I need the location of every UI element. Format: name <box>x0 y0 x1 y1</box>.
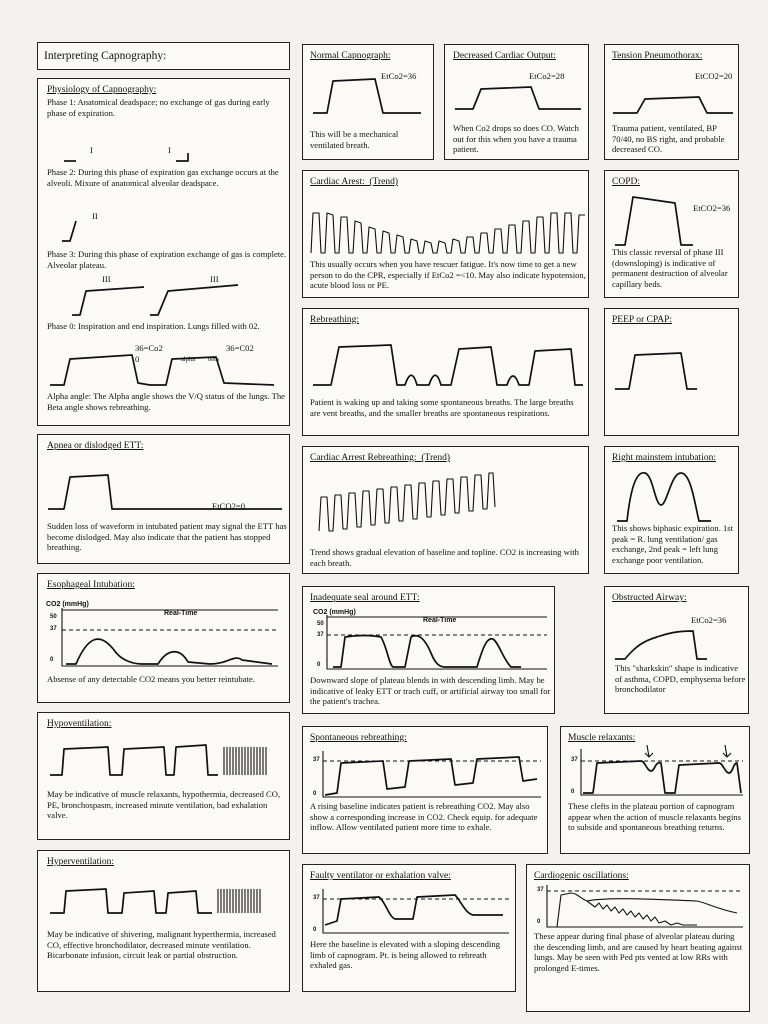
rebreathing-panel <box>302 308 589 436</box>
inadequate-seal-title: Inadequate seal around ETT: <box>310 593 420 603</box>
header-box <box>37 42 290 70</box>
right-mainstem-text: This shows biphasic expiration. 1st peak = R. lung ventilation/ gas exchange, 2nd peak = left lung exchange poor ventilation. <box>612 523 734 565</box>
phase2-text: Phase 2: During this phase of expiration gas exchange occurs at the alveoli. Mixure of anatomical alveolar deadspace. <box>47 167 279 188</box>
muscle-relaxants-title: Muscle relaxants: <box>568 733 636 743</box>
inadequate-seal-panel <box>302 586 555 714</box>
copd-wave <box>609 191 737 253</box>
faulty-valve-text: Here the baseline is elevated with a sloping descending limb of capnogram. Pt. is being allowed to rebreath exhaled gas. <box>310 939 500 971</box>
copd-panel <box>604 170 739 298</box>
cardiac-arrest-panel <box>302 170 589 298</box>
phase3-label-b: III <box>210 274 219 284</box>
cardiogenic-tick-37: 37 <box>537 887 544 893</box>
inadequate-seal-tick-37: 37 <box>317 632 324 638</box>
phase2-wave <box>58 213 98 245</box>
esophageal-text: Absense of any detectable CO2 means you better reintubate. <box>47 674 255 684</box>
cardiac-arrest-trend: (Trend) <box>369 177 399 187</box>
inadequate-seal-realtime-label: Real-Time <box>423 617 457 624</box>
obstructed-title: Obstructed Airway: <box>612 593 687 603</box>
arrest-rebreathing-title: Cardiac Arrest Rebreathing: (Trend) <box>310 453 451 463</box>
right-mainstem-title: Right mainstem intubation: <box>612 453 716 463</box>
tension-value: EtCO2=20 <box>695 71 733 81</box>
hypoventilation-title: Hypoventilation: <box>47 719 112 729</box>
obstructed-value: EtCo2=36 <box>691 615 727 625</box>
hypoventilation-text: May be indicative of muscle relaxants, hypothermia, decreased CO, PE, bronchospasm, increased minute ventilation, bad exhalation valve. <box>47 789 281 821</box>
esophageal-title: Esophageal Intubation: <box>47 580 135 590</box>
muscle-relaxants-wave <box>581 741 747 797</box>
decreased-co-value: EtCo2=28 <box>529 71 565 81</box>
page-title: Interpreting Capnography: <box>44 50 167 62</box>
apnea-value: EtCO2=0 <box>212 501 246 511</box>
hyperventilation-text: May be indicative of shivering, malignant hyperthermia, increased CO, effective bronchodilator, decreased minute ventilation. Bicarbonate infusion, circuit leak or partial obstruction. <box>47 929 276 961</box>
phase3-wave <box>58 279 268 319</box>
peep-wave <box>609 345 737 395</box>
obstructed-text: This "sharkskin" shape is indicative of asthma, COPD, emphysema before bronchodilator <box>615 663 746 695</box>
copd-title: COPD: <box>612 177 640 187</box>
cardiac-arrest-title: Cardiac Arest: (Trend) <box>310 177 399 187</box>
muscle-relaxants-text: These clefts in the plateau portion of capnogram appear when the action of muscle relaxants begins to subside and spontaneous breathing returns. <box>568 801 742 833</box>
esophageal-tick-0: 0 <box>50 657 54 663</box>
tension-wave <box>609 85 737 117</box>
hypoventilation-panel <box>37 712 290 840</box>
peep-panel <box>604 308 739 436</box>
inadequate-seal-tick-50: 50 <box>317 621 324 627</box>
arrest-rebreathing-trend: (Trend) <box>421 453 451 463</box>
normal-text: This will be a mechanical ventilated breath. <box>310 129 399 150</box>
inadequate-seal-tick-0: 0 <box>317 662 321 668</box>
apnea-title: Apnea or dislodged ETT: <box>47 441 144 451</box>
normal-panel <box>302 44 434 160</box>
phase3-label-a: III <box>102 274 111 284</box>
arrest-rebreathing-wave <box>317 467 497 537</box>
hyperventilation-panel <box>37 850 290 992</box>
physiology-panel <box>37 78 290 426</box>
arrest-rebreathing-panel <box>302 446 589 574</box>
right-mainstem-panel <box>604 446 739 574</box>
inadequate-seal-axis-label: CO2 (mmHg) <box>313 609 356 616</box>
faulty-valve-title: Faulty ventilator or exhalation valve: <box>310 871 451 881</box>
phase0-label-36c02: 36=C02 <box>226 343 254 353</box>
muscle-relaxants-tick-0: 0 <box>571 789 575 795</box>
cardiogenic-panel <box>526 864 750 1012</box>
muscle-relaxants-panel <box>560 726 750 854</box>
esophageal-panel <box>37 573 290 703</box>
phase0-label-36co2: 36=Co2 <box>135 343 163 353</box>
muscle-relaxants-tick-37: 37 <box>571 757 578 763</box>
phase1-label-b: I <box>168 145 171 155</box>
normal-wave <box>309 69 429 121</box>
phase1-text: Phase 1: Anatomical deadspace; no exchange of gas during early phase of expiration. <box>47 97 270 118</box>
obstructed-wave <box>609 625 747 665</box>
cardiogenic-text: These appear during final phase of alveolar plateau during the descending limb, and are caused by heart beating against lungs. May be seen with Ped pts vented at low RRs with prolonged E-times. <box>534 931 743 973</box>
inadequate-seal-text: Downward slope of plateau blends in with descending limb. May be indicative of leaky ETT or trach cuff, or artificial airway too small for the patient's trachea. <box>310 675 551 707</box>
physiology-title: Physiology of Capnography: <box>47 85 157 95</box>
faulty-valve-wave <box>323 887 513 935</box>
hypoventilation-wave <box>46 735 286 785</box>
hyperventilation-title: Hyperventilation: <box>47 857 115 867</box>
rebreathing-wave <box>309 337 587 393</box>
phase0-label-zero: 0 <box>135 354 140 364</box>
phase0-label-beta: beta <box>208 356 219 363</box>
apnea-panel <box>37 434 290 564</box>
spont-rebreathing-panel <box>302 726 548 854</box>
decreased-co-title: Decreased Cardiac Output: <box>453 51 556 61</box>
copd-value: EtCO2=36 <box>693 203 731 213</box>
tension-text: Trauma patient, ventilated, BP 70/40, no BS right, and probable decreased CO. <box>612 123 725 155</box>
cardiogenic-wave <box>547 883 747 929</box>
phase3-text: Phase 3: During this phase of expiration exchange of gas is complete. Alveolar plateau. <box>47 249 287 270</box>
esophageal-tick-37: 37 <box>50 626 57 632</box>
inadequate-seal-wave <box>327 613 551 671</box>
spont-rebreathing-text: A rising baseline indicates patient is rebreathing CO2. May also show a corresponding increase in CO2. Check equip. for adequate inflow. Allow ventilated patient more time to exhale. <box>310 801 538 833</box>
esophageal-axis-label: CO2 (mmHg) <box>46 601 89 608</box>
cardiac-arrest-text: This usually occurs when you have rescuer fatigue. It's now time to get a new person to do the CPR, especially if EtCo2 =<10. May also indicate hypotension, acute blood loss or PE. <box>310 259 586 291</box>
phase0-label-alpha: alpha <box>181 356 196 363</box>
cardiogenic-tick-0: 0 <box>537 919 541 925</box>
normal-title: Normal Capnograph: <box>310 51 391 61</box>
spont-rebreathing-tick-0: 0 <box>313 791 317 797</box>
faulty-valve-tick-37: 37 <box>313 895 320 901</box>
esophageal-realtime-label: Real-Time <box>164 610 198 617</box>
phase0-text: Phase 0: Inspiration and end inspiration. Lungs filled with 02. <box>47 321 260 331</box>
obstructed-panel <box>604 586 749 714</box>
rebreathing-text: Patient is waking up and taking some spontaneous breaths. The large breaths are vent breaths, and the smaller breaths are spontaneous respirations. <box>310 397 574 418</box>
tension-panel <box>604 44 739 160</box>
spont-rebreathing-wave <box>323 749 545 799</box>
faulty-valve-tick-0: 0 <box>313 927 317 933</box>
peep-title: PEEP or CPAP: <box>612 315 673 325</box>
phase0-wave <box>48 349 288 391</box>
rebreathing-title: Rebreathing: <box>310 315 360 325</box>
tension-title: Tension Pneumothorax: <box>612 51 703 61</box>
decreased-co-panel <box>444 44 589 160</box>
copd-text: This classic reversal of phase III (downsloping) is indicative of permanent destruction of alveolar capillary beds. <box>612 247 728 289</box>
phase2-label: II <box>92 211 98 221</box>
spont-rebreathing-title: Spontaneous rebreathing: <box>310 733 407 743</box>
right-mainstem-wave <box>609 465 737 527</box>
arrest-rebreathing-text: Trend shows gradual elevation of baseline and topline. CO2 is increasing with each breath. <box>310 547 579 568</box>
hyperventilation-wave <box>46 875 286 921</box>
esophageal-tick-50: 50 <box>50 614 57 620</box>
phase1-label-a: I <box>90 145 93 155</box>
decreased-co-text: When Co2 drops so does CO. Watch out for this when you have a trauma patient. <box>453 123 579 155</box>
alpha-angle-text: Alpha angle: The Alpha angle shows the V/Q status of the lungs. The Beta angle shows rebreathing. <box>47 391 285 412</box>
apnea-text: Sudden loss of waveform in intubated patient may signal the ETT has become dislodged. May also indicate that the patient has stopped breathing. <box>47 521 287 553</box>
spont-rebreathing-tick-37: 37 <box>313 757 320 763</box>
phase1-wave <box>58 147 208 167</box>
cardiogenic-title: Cardiogenic oscillations: <box>534 871 629 881</box>
faulty-valve-panel <box>302 864 516 992</box>
apnea-wave <box>46 465 286 515</box>
normal-value: EtCo2=36 <box>381 71 417 81</box>
decreased-co-wave <box>451 75 585 115</box>
esophageal-wave <box>62 606 282 668</box>
cardiac-arrest-wave <box>309 201 587 259</box>
